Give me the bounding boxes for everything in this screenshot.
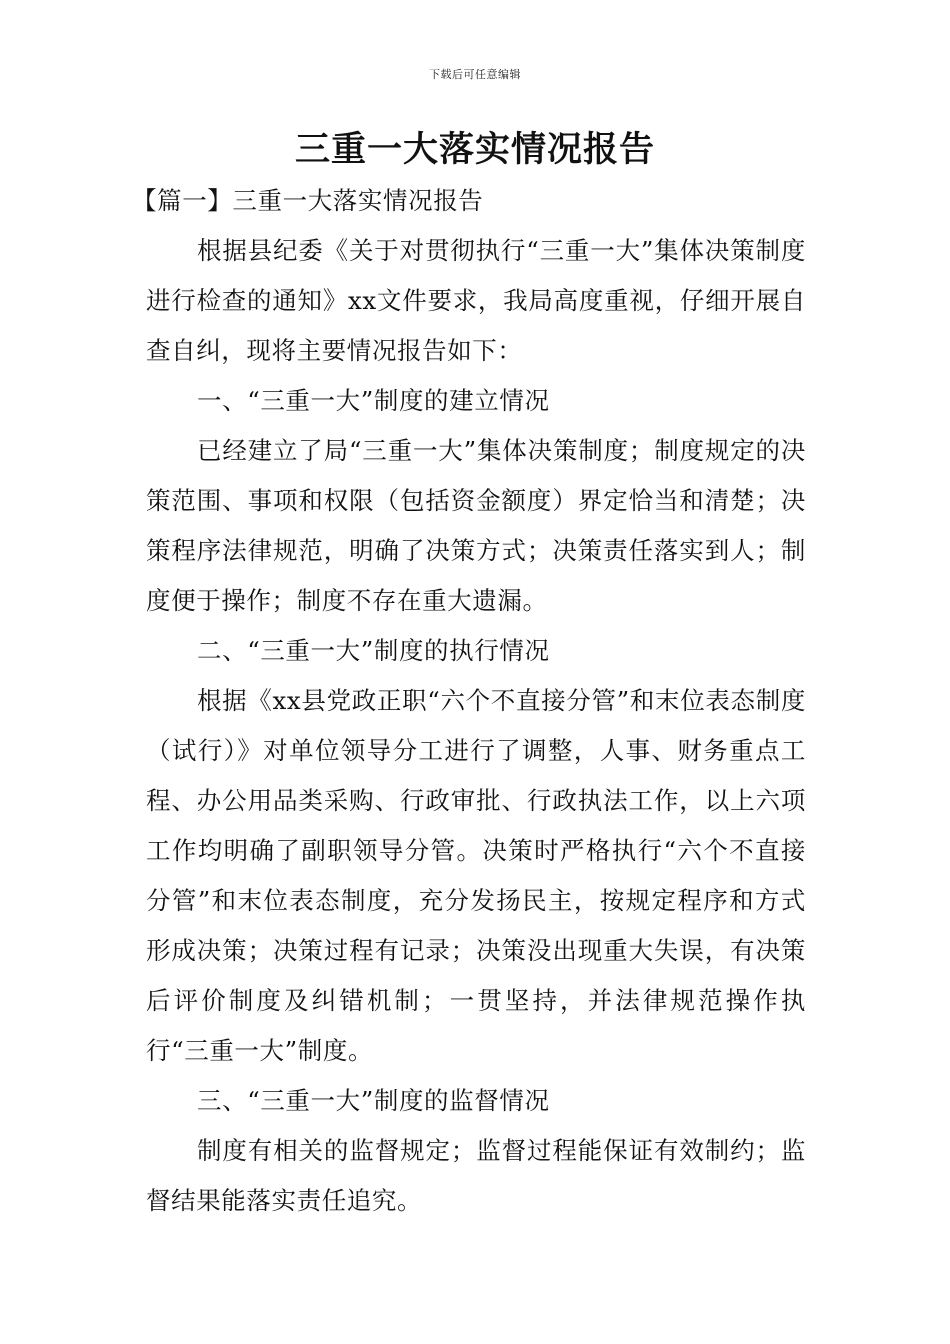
body-paragraph-establishment: 已经建立了局“三重一大”集体决策制度；制度规定的决策范围、事项和权限（包括资金额度）界定恰当和清楚；决策程序法律规范，明确了决策方式；决策责任落实到人；制度便于操作；制度不存在重大遗漏。 [146, 436, 806, 615]
page-header-note: 下载后可任意编辑 [429, 68, 521, 81]
section-lead-title: 【篇一】三重一大落实情况报告 [132, 186, 484, 215]
document-title: 三重一大落实情况报告 [294, 129, 655, 170]
section-heading-establishment: 一、“三重一大”制度的建立情况 [197, 386, 550, 415]
body-paragraph-supervision: 制度有相关的监督规定；监督过程能保证有效制约；监督结果能落实责任追究。 [146, 1136, 806, 1215]
section-heading-execution: 二、“三重一大”制度的执行情况 [197, 636, 550, 665]
section-heading-supervision: 三、“三重一大”制度的监督情况 [197, 1086, 550, 1115]
body-paragraph-intro: 根据县纪委《关于对贯彻执行“三重一大”集体决策制度进行检查的通知》xx文件要求，我局高度重视，仔细开展自查自纠，现将主要情况报告如下： [146, 236, 806, 365]
body-paragraph-execution: 根据《xx县党政正职“六个不直接分管”和末位表态制度（试行）》对单位领导分工进行了调整，人事、财务重点工程、办公用品类采购、行政审批、行政执法工作，以上六项工作均明确了副职领导分管。决策时严格执行“六个不直接分管”和末位表态制度，充分发扬民主，按规定程序和方式形成决策；决策过程有记录；决策没出现重大失误，有决策后评价制度及纠错机制；一贯坚持，并法律规范操作执行“三重一大”制度。 [146, 686, 806, 1065]
document-body [132, 176, 806, 1226]
